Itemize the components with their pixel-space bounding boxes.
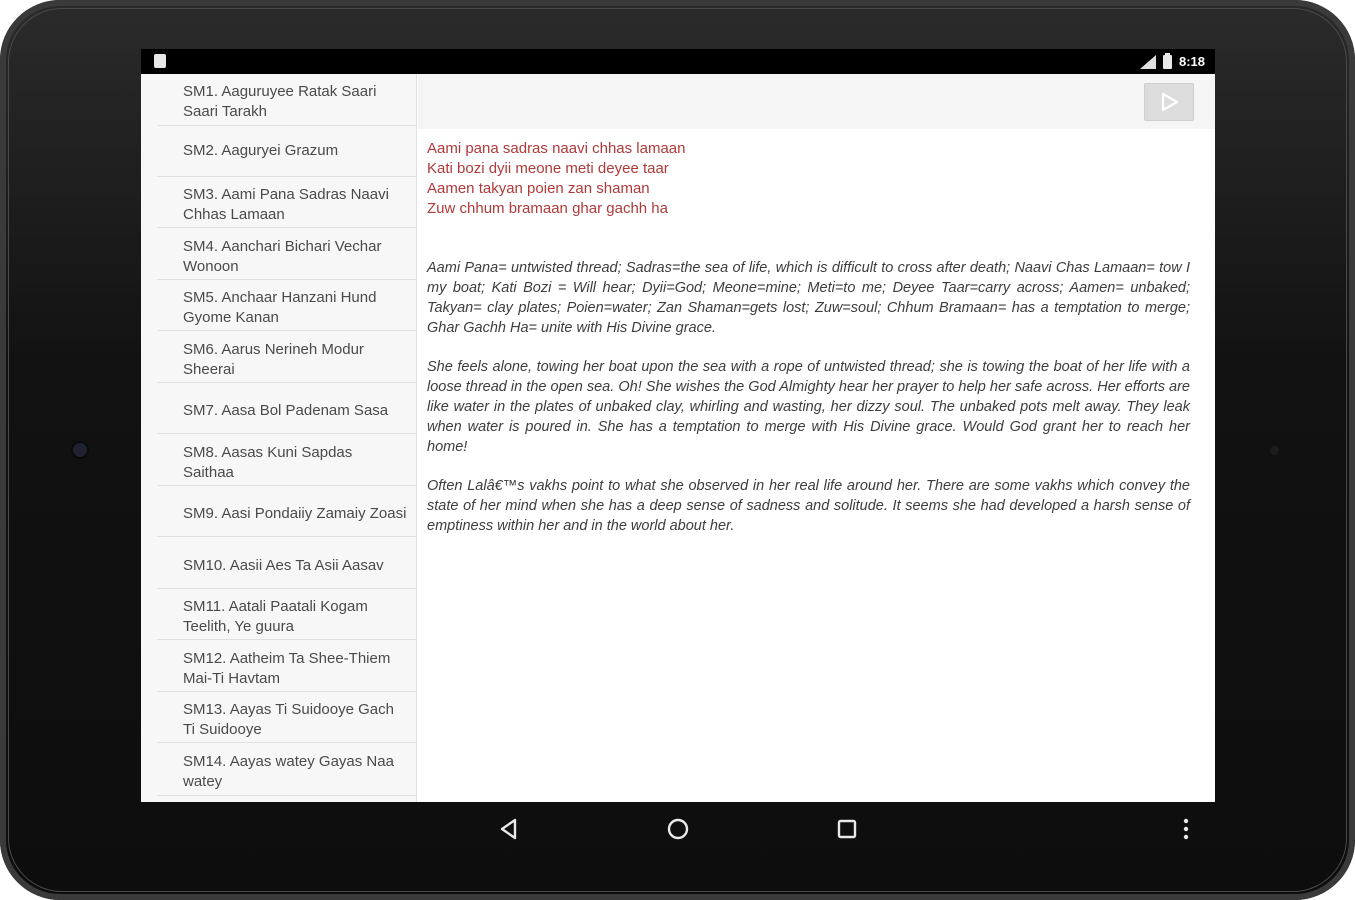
play-icon	[1158, 91, 1180, 113]
vakh-verse	[427, 139, 1187, 219]
home-circle-icon[interactable]	[663, 814, 693, 844]
verse-line: Aami pana sadras naavi chhas lamaan	[427, 140, 686, 157]
sidebar-item-sm2[interactable]	[157, 126, 417, 177]
play-button[interactable]	[1144, 83, 1194, 121]
battery-icon	[1163, 55, 1172, 69]
sidebar-item-sm14[interactable]	[157, 743, 417, 796]
sidebar-item-label: SM6. Aarus Nerineh Modur Sheerai	[183, 340, 364, 378]
sidebar-item-label: SM13. Aayas Ti Suidooye Gach Ti Suidooye	[183, 701, 394, 738]
sidebar-item-sm3[interactable]	[157, 177, 417, 228]
meaning-paragraph: She feels alone, towing her boat upon the sea with a rope of untwisted thread; she is towing the boat of her life with a loose thread in the open sea. Oh! She wishes the God Almighty hear her prayer to help her safe across. Her efforts are like water in the plates of unbaked clay, whirling and wasting, her dizzy soul. The unbaked pots melt away. They leak when water is poured in. She has a temptation to merge with His Divine grace. Would God grant her to reach her home!	[427, 359, 1190, 455]
verse-line: Zuw chhum bramaan ghar gachh ha	[427, 200, 668, 217]
sidebar-item-sm11[interactable]	[157, 589, 417, 640]
sidebar-item-sm5[interactable]	[157, 280, 417, 331]
status-right	[1140, 52, 1205, 71]
sidebar-item-label: SM12. Aatheim Ta Shee-Thiem Mai-Ti Havtam	[183, 649, 391, 687]
recents-square-icon[interactable]	[832, 814, 862, 844]
sidebar-item-sm6[interactable]	[157, 331, 417, 383]
light-sensor	[1270, 446, 1279, 455]
sidebar-item-label: SM5. Anchaar Hanzani Hund Gyome Kanan	[183, 289, 377, 326]
sidebar-item-sm1[interactable]	[157, 74, 417, 126]
back-triangle-icon[interactable]	[494, 814, 524, 844]
sidebar-item-label: SM4. Aanchari Bichari Vechar Wonoon	[183, 237, 382, 275]
sidebar-item-sm7[interactable]	[157, 383, 417, 434]
sidebar-item-label: SM7. Aasa Bol Padenam Sasa	[183, 402, 389, 419]
sidebar-item-sm4[interactable]	[157, 228, 417, 280]
sidebar-item-sm10[interactable]	[157, 537, 417, 589]
overflow-menu-icon[interactable]	[1171, 814, 1201, 844]
sidebar-item-sm9[interactable]	[157, 486, 417, 537]
sidebar-item-label: SM2. Aaguryei Grazum	[183, 142, 339, 159]
sidebar-item-sm8[interactable]	[157, 434, 417, 486]
clock: 8:18	[1178, 54, 1205, 69]
sidebar-item-label: SM10. Aasii Aes Ta Asii Aasav	[183, 556, 384, 574]
sidebar-item-label: SM11. Aatali Paatali Kogam Teelith, Ye guura	[183, 598, 368, 635]
sidebar-item-label: SM3. Aami Pana Sadras Naavi Chhas Lamaan	[183, 186, 389, 223]
status-bar	[141, 49, 1215, 74]
notification-icon	[154, 54, 166, 68]
sidebar-item-label: SM9. Aasi Pondaiiy Zamaiy Zoasi	[183, 505, 407, 522]
front-camera	[73, 443, 87, 457]
verse-line: Kati bozi dyii meone meti deyee taar	[427, 160, 669, 177]
device-screen	[141, 49, 1215, 802]
verse-line: Aamen takyan poien zan shaman	[427, 180, 650, 197]
vakh-list-sidebar[interactable]	[141, 74, 417, 802]
sidebar-item-sm13[interactable]	[157, 692, 417, 743]
detail-toolbar	[418, 74, 1215, 129]
sidebar-item-sm12[interactable]	[157, 640, 417, 692]
sidebar-item-label: SM1. Aaguruyee Ratak Saari Saari Tarakh	[183, 82, 377, 120]
glossary-paragraph: Aami Pana= untwisted thread; Sadras=the sea of life, which is difficult to cross after death; Naavi Chas Lamaan= tow I my boat; Kati Bozi = Will hear; Dyii=God; Meone=mine; Meti=to me; Deyee Taar=carry across; Aamen= unbaked; Takyan= clay plates; Poien=water; Zan Shaman=gets lost; Zuw=soul; Chhum Bramaan= has a temptation to merge; Ghar Gachh Ha= unite with His Divine grace.	[427, 260, 1190, 336]
sidebar-item-label: SM14. Aayas watey Gayas Naa watey	[183, 753, 394, 790]
signal-icon	[1140, 55, 1156, 69]
sidebar-item-label: SM8. Aasas Kuni Sapdas Saithaa	[183, 443, 353, 481]
navigation-bar	[141, 802, 1215, 854]
commentary-paragraph: Often Lalâ€™s vakhs point to what she observed in her real life around her. There are some vakhs which convey the state of her mind when she has a deep sense of sadness and solitude. It seems she had developed a harsh sense of emptiness within her and in the world about her.	[427, 478, 1190, 534]
vakh-detail-pane	[418, 74, 1215, 802]
